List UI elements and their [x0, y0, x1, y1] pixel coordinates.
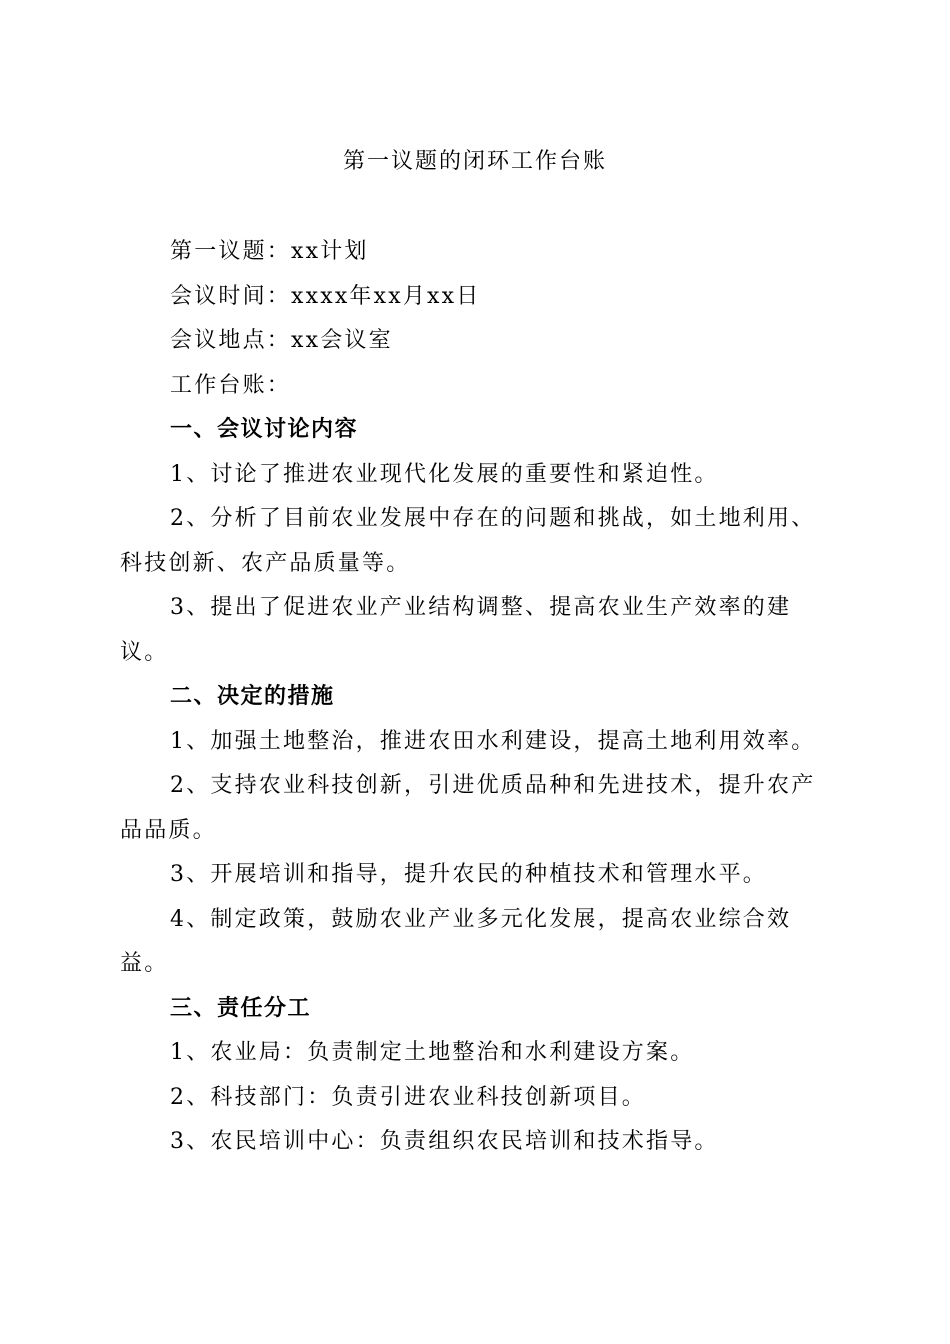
meeting-time: 会议时间：xxxx年xx月xx日: [170, 283, 481, 309]
responsibility-item: 3、农民培训中心：负责组织农民培训和技术指导。: [170, 1129, 719, 1154]
meeting-topic: 第一议题：xx计划: [170, 239, 369, 264]
measure-item: 4、制定政策，鼓励农业产业多元化发展，提高农业综合效益。: [120, 906, 792, 976]
meeting-place: 会议地点：xx会议室: [170, 328, 393, 353]
discussion-item: 1、讨论了推进农业现代化发展的重要性和紧迫性。: [170, 461, 719, 487]
responsibility-item: 2、科技部门：负责引进农业科技创新项目。: [170, 1084, 646, 1110]
responsibility-item: 1、农业局：负责制定土地整治和水利建设方案。: [170, 1040, 695, 1065]
section-heading-responsibilities: 三、责任分工: [170, 995, 312, 1021]
discussion-item: 2、分析了目前农业发展中存在的问题和挑战，如土地利用、科技创新、农产品质量等。: [120, 506, 816, 576]
work-ledger-label: 工作台账：: [170, 372, 292, 398]
measure-item: 2、支持农业科技创新，引进优质品种和先进技术，提升农产品品质。: [120, 773, 816, 843]
section-heading-measures: 二、决定的措施: [170, 684, 335, 709]
measure-item: 3、开展培训和指导，提升农民的种植技术和管理水平。: [170, 862, 767, 887]
document-title: 第一议题的闭环工作台账: [342, 149, 607, 174]
discussion-item: 3、提出了促进农业产业结构调整、提高农业生产效率的建议。: [120, 595, 792, 665]
measure-item: 1、加强土地整治，推进农田水利建设，提高土地利用效率。: [170, 728, 816, 754]
section-heading-discussion: 一、会议讨论内容: [170, 417, 359, 442]
document-body: [120, 230, 832, 1165]
